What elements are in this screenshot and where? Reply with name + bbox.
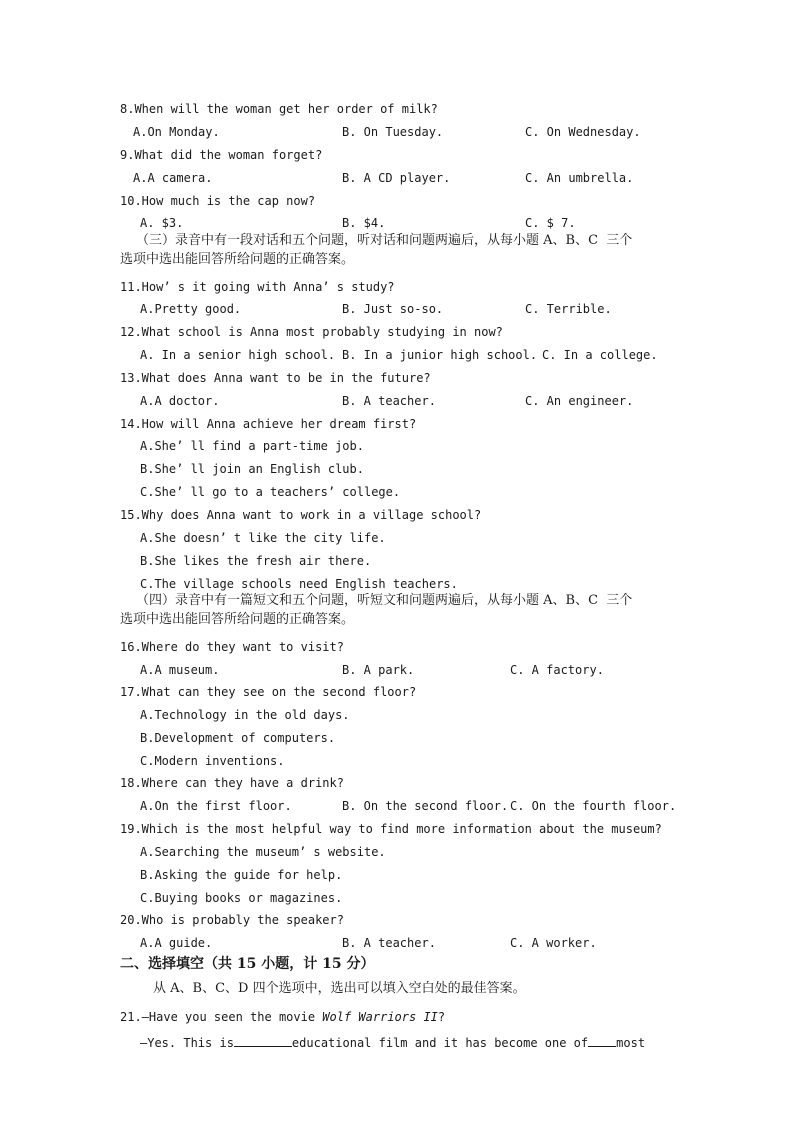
question-9-stem: 9.What did the woman forget? [120, 148, 323, 162]
question-8-option-a: A.On Monday. [133, 125, 220, 139]
section-4-instruction-line-2: 选项中选出能回答所给问题的正确答案。 [120, 612, 355, 627]
question-21-prefix: 21.—Have you seen the movie [120, 1010, 323, 1024]
question-15-option-b: B.She likes the fresh air there. [140, 554, 372, 568]
question-11-option-b: B. Just so-so. [342, 302, 444, 316]
question-21-part-c: most [616, 1036, 646, 1050]
question-15-stem: 15.Why does Anna want to work in a village school? [120, 508, 482, 522]
question-17-option-c: C.Modern inventions. [140, 754, 285, 768]
question-18-option-b: B. On the second floor. [342, 799, 509, 813]
question-18-stem: 18.Where can they have a drink? [120, 776, 344, 790]
question-13-option-b: B. A teacher. [342, 394, 436, 408]
question-18-option-c: C. On the fourth floor. [510, 799, 677, 813]
question-9-option-b: B. A CD player. [342, 171, 451, 185]
question-18-option-a: A.On the first floor. [140, 799, 292, 813]
question-11-option-a: A.Pretty good. [140, 302, 242, 316]
question-20-option-a: A.A guide. [140, 936, 213, 950]
question-19-stem: 19.Which is the most helpful way to find more information about the museum? [120, 822, 662, 836]
question-12-stem: 12.What school is Anna most probably studying in now? [120, 325, 503, 339]
question-9-option-a: A.A camera. [133, 171, 213, 185]
part-2-heading: 二、选择填空（共 15 小题，计 15 分） [120, 956, 375, 972]
answer-blank-1[interactable] [234, 1035, 292, 1047]
question-16-option-c: C. A factory. [510, 663, 604, 677]
question-10-option-a: A. $3. [140, 216, 184, 230]
question-21-line-2 [140, 1035, 645, 1051]
question-10-option-c: C. $ 7. [525, 216, 576, 230]
question-13-stem: 13.What does Anna want to be in the future? [120, 371, 431, 385]
section-3-instruction-line-2: 选项中选出能回答所给问题的正确答案。 [120, 252, 355, 267]
question-16-option-a: A.A museum. [140, 663, 220, 677]
question-8-option-c: C. On Wednesday. [525, 125, 641, 139]
question-12-option-a: A. In a senior high school. [140, 348, 336, 362]
question-20-stem: 20.Who is probably the speaker? [120, 913, 344, 927]
question-17-option-a: A.Technology in the old days. [140, 708, 350, 722]
movie-title: Wolf Warriors II [322, 1010, 438, 1024]
section-4-instruction-line-1: （四）录音中有一篇短文和五个问题，听短文和问题两遍后，从每小题 A、B、C 三个 [136, 593, 633, 608]
question-11-stem: 11.How’ s it going with Anna’ s study? [120, 280, 395, 294]
question-20-option-b: B. A teacher. [342, 936, 436, 950]
question-10-stem: 10.How much is the cap now? [120, 194, 316, 208]
question-8-stem: 8.When will the woman get her order of milk? [120, 102, 438, 116]
section-3-instruction-line-1: （三）录音中有一段对话和五个问题，听对话和问题两遍后，从每小题 A、B、C 三个 [136, 233, 633, 248]
question-14-option-b: B.She’ ll join an English club. [140, 462, 364, 476]
question-9-option-c: C. An umbrella. [525, 171, 634, 185]
question-20-option-c: C. A worker. [510, 936, 597, 950]
question-21-suffix: ? [437, 1010, 446, 1024]
question-19-option-c: C.Buying books or magazines. [140, 891, 343, 905]
question-11-option-c: C. Terrible. [525, 302, 612, 316]
question-10-option-b: B. $4. [342, 216, 386, 230]
question-12-option-c: C. In a college. [542, 348, 658, 362]
question-13-option-a: A.A doctor. [140, 394, 220, 408]
question-13-option-c: C. An engineer. [525, 394, 634, 408]
question-17-option-b: B.Development of computers. [140, 731, 336, 745]
question-16-option-b: B. A park. [342, 663, 415, 677]
question-16-stem: 16.Where do they want to visit? [120, 640, 344, 654]
question-21-part-a: —Yes. This is [140, 1036, 234, 1050]
question-14-option-c: C.She’ ll go to a teachers’ college. [140, 485, 401, 499]
question-19-option-b: B.Asking the guide for help. [140, 868, 343, 882]
question-21-part-b: educational film and it has become one of [291, 1036, 589, 1050]
answer-blank-2[interactable] [588, 1035, 616, 1047]
question-17-stem: 17.What can they see on the second floor? [120, 685, 417, 699]
question-14-option-a: A.She’ ll find a part-time job. [140, 439, 364, 453]
question-12-option-b: B. In a junior high school. [342, 348, 538, 362]
question-15-option-a: A.She doesn’ t like the city life. [140, 531, 386, 545]
question-8-option-b: B. On Tuesday. [342, 125, 444, 139]
part-2-instruction: 从 A、B、C、D 四个选项中，选出可以填入空白处的最佳答案。 [153, 981, 526, 996]
question-19-option-a: A.Searching the museum’ s website. [140, 845, 386, 859]
question-21-line-1 [120, 1009, 445, 1025]
question-14-stem: 14.How will Anna achieve her dream first? [120, 417, 417, 431]
question-15-option-c: C.The village schools need English teachers. [140, 577, 458, 591]
